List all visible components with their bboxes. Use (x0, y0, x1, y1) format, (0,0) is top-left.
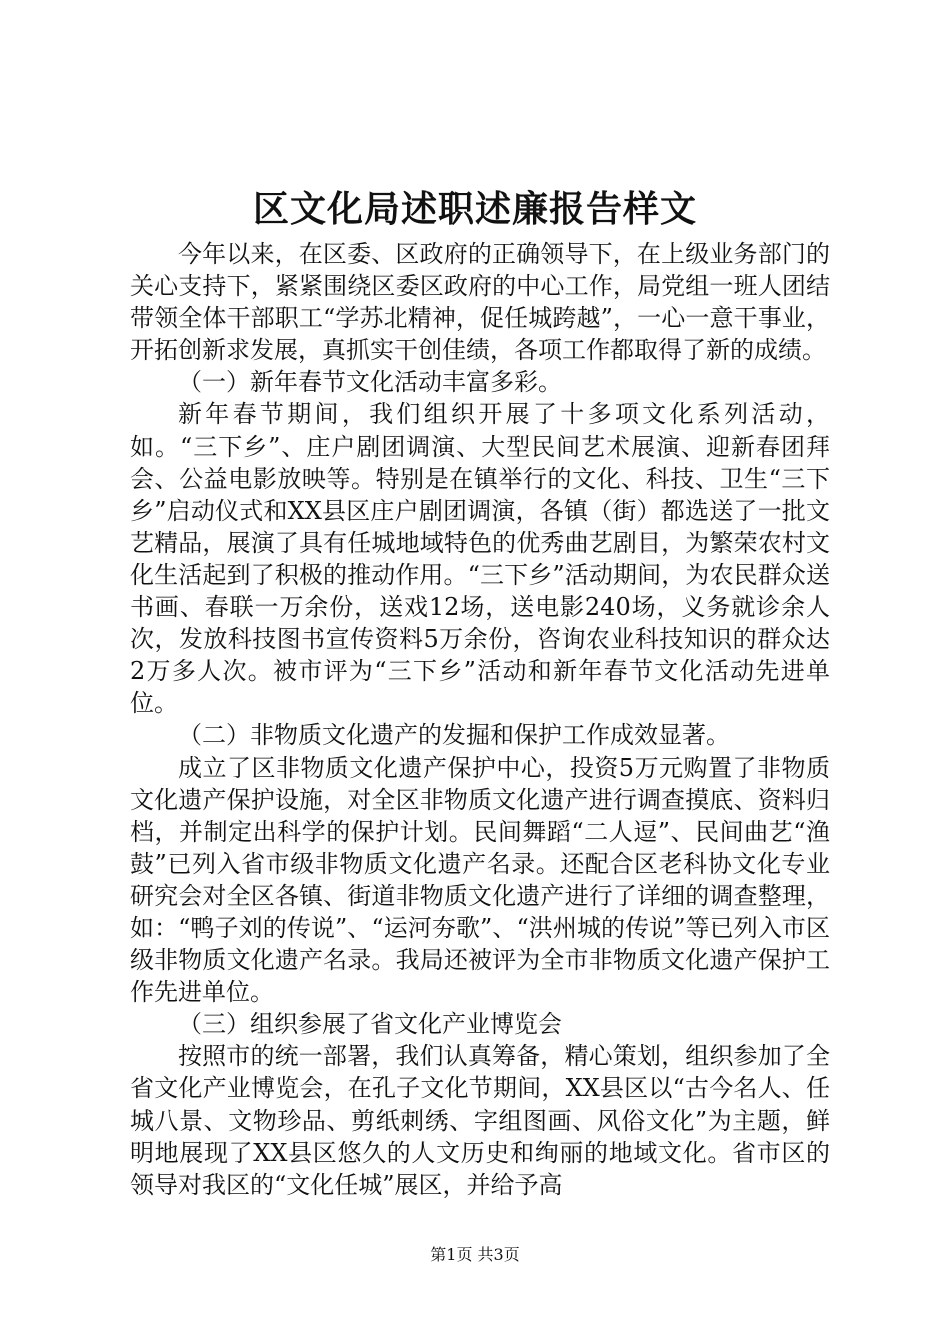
paragraph-section-1: 新年春节期间，我们组织开展了十多项文化系列活动，如。“三下乡”、庄户剧团调演、大型民间艺术展演、迎新春团拜会、公益电影放映等。特别是在镇举行的文化、科技、卫生“三下乡”启动仪式和XX县区庄户剧团调演，各镇（街）都选送了一批文艺精品，展演了具有任城地域特色的优秀曲艺剧目，为繁荣农村文化生活起到了积极的推动作用。“三下乡”活动期间，为农民群众送书画、春联一万余份，送戏12场，送电影240场，义务就诊余人次，发放科技图书宣传资料5万余份，咨询农业科技知识的群众达2万多人次。被市评为“三下乡”活动和新年春节文化活动先进单位。 (130, 400, 830, 718)
paragraph-section-2: 成立了区非物质文化遗产保护中心，投资5万元购置了非物质文化遗产保护设施，对全区非物质文化遗产进行调查摸底、资料归档，并制定出科学的保护计划。民间舞蹈“二人逗”、民间曲艺“渔鼓”已列入省市级非物质文化遗产名录。还配合区老科协文化专业研究会对全区各镇、街道非物质文化遗产进行了详细的调查整理，如：“鸭子刘的传说”、“运河夯歌”、“洪州城的传说”等已列入市区级非物质文化遗产名录。我局还被评为全市非物质文化遗产保护工作先进单位。 (130, 753, 830, 1007)
document-title: 区文化局述职述廉报告样文 (252, 188, 697, 230)
page-number-footer: 第1页 共3页 (430, 1245, 520, 1264)
paragraph-section-3: 按照市的统一部署，我们认真筹备，精心策划，组织参加了全省文化产业博览会，在孔子文化节期间，XX县区以“古今名人、任城八景、文物珍品、剪纸刺绣、字组图画、风俗文化”为主题，鲜明地展现了XX县区悠久的人文历史和绚丽的地域文化。省市区的领导对我区的“文化任城”展区，并给予高 (130, 1042, 830, 1199)
section-heading-1: （一）新年春节文化活动丰富多彩。 (178, 368, 562, 397)
section-heading-3: （三）组织参展了省文化产业博览会 (178, 1010, 562, 1039)
paragraph-intro: 今年以来，在区委、区政府的正确领导下，在上级业务部门的关心支持下，紧紧围绕区委区政府的中心工作，局党组一班人团结带领全体干部职工“学苏北精神，促任城跨越”，一心一意干事业，开拓创新求发展，真抓实干创佳绩，各项工作都取得了新的成绩。 (130, 240, 830, 365)
document-body (130, 238, 830, 1201)
section-heading-2: （二）非物质文化遗产的发掘和保护工作成效显著。 (178, 721, 730, 750)
